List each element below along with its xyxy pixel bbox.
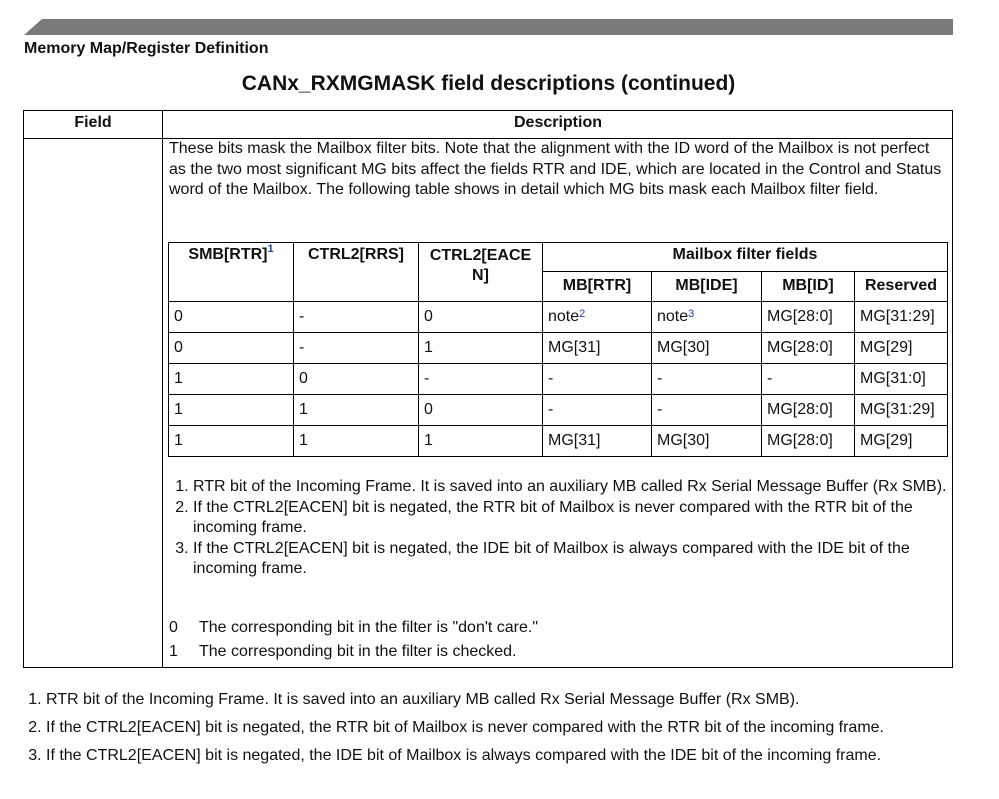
cell-mb-ide: - [652, 364, 762, 395]
header-mb-id: MB[ID] [762, 272, 855, 302]
bit-value: 1 [169, 643, 178, 660]
header-bar [24, 19, 953, 35]
cell-smb: 0 [169, 333, 294, 364]
bit-value-row [169, 640, 538, 664]
footnote-item: 1. RTR bit of the Incoming Frame. It is saved into an auxiliary MB called Rx Serial Message Buffer (Rx SMB). [46, 686, 884, 714]
header-mb-rtr: MB[RTR] [543, 272, 652, 302]
note-item: 1. RTR bit of the Incoming Frame. It is saved into an auxiliary MB called Rx Serial Message Buffer (Rx SMB). [193, 477, 949, 498]
cell-mb-ide: MG[30] [652, 333, 762, 364]
header-ctrl2-rrs: CTRL2[RRS] [294, 243, 419, 302]
cell-mb-rtr: note$^2$ [543, 302, 652, 333]
table-row [169, 364, 948, 395]
header-mailbox-filter-fields: Mailbox filter fields [543, 243, 948, 272]
footnote-item: 2. If the CTRL2[EACEN] bit is negated, the RTR bit of Mailbox is never compared with the RTR bit of the incoming frame. [46, 714, 884, 742]
cell-mb-rtr: - [543, 364, 652, 395]
footnote-item: 3. If the CTRL2[EACEN] bit is negated, the IDE bit of Mailbox is always compared with the IDE bit of the incoming frame. [46, 742, 884, 770]
cell-rrs: - [294, 333, 419, 364]
bit-meaning: The corresponding bit in the filter is "don't care." [199, 619, 539, 636]
field-column-header: Field [74, 114, 112, 131]
cell-mb-ide: - [652, 395, 762, 426]
cell-mb-rtr: MG[31] [543, 426, 652, 457]
cell-smb: 0 [169, 302, 294, 333]
header-reserved: Reserved [855, 272, 948, 302]
cell-smb: 1 [169, 364, 294, 395]
bit-value-row [169, 616, 538, 640]
cell-reserved: MG[29] [855, 426, 948, 457]
table-row [169, 426, 948, 457]
cell-smb: 1 [169, 395, 294, 426]
cell-rrs: 1 [294, 395, 419, 426]
cell-eacen: 1 [419, 333, 543, 364]
cell-mb-ide: note$^3$ [652, 302, 762, 333]
note-item: 2. If the CTRL2[EACEN] bit is negated, the RTR bit of Mailbox is never compared with the RTR bit of the incoming frame. [193, 498, 949, 539]
cell-eacen: - [419, 364, 543, 395]
cell-mb-id: MG[28:0] [762, 333, 855, 364]
note-item: 3. If the CTRL2[EACEN] bit is negated, the IDE bit of Mailbox is always compared with the IDE bit of the incoming frame. [193, 539, 949, 580]
section-label: Memory Map/Register Definition [24, 40, 269, 57]
table-row [169, 395, 948, 426]
cell-reserved: MG[29] [855, 333, 948, 364]
header-mb-ide: MB[IDE] [652, 272, 762, 302]
description-column-header: Description [513, 114, 602, 131]
cell-eacen: 1 [419, 426, 543, 457]
cell-eacen: 0 [419, 302, 543, 333]
description-intro: These bits mask the Mailbox filter bits. Note that the alignment with the ID word of the Mailbox is not perfect as the two most significant MG bits affect the fields RTR and IDE, which are located in the Control and Status word of the Mailbox. The following table shows in detail which MG bits mask each Mailbox filter field. [169, 140, 942, 198]
cell-mb-ide: MG[30] [652, 426, 762, 457]
column-divider [162, 111, 163, 667]
page-footnotes [24, 686, 884, 770]
bit-value: 0 [169, 619, 178, 636]
cell-reserved: MG[31:0] [855, 364, 948, 395]
table-row [169, 333, 948, 364]
table-row [169, 302, 948, 333]
header-smb-rtr: SMB[RTR]$^1$ [169, 243, 294, 302]
mailbox-filter-table [168, 242, 948, 457]
footnote-link[interactable]: 3 [688, 308, 695, 320]
cell-mb-rtr: MG[31] [543, 333, 652, 364]
cell-reserved: MG[31:29] [855, 395, 948, 426]
cell-mb-id: MG[28:0] [762, 395, 855, 426]
cell-eacen: 0 [419, 395, 543, 426]
header-ctrl2-eacen: CTRL2[EACE N] [419, 243, 543, 302]
cell-rrs: 1 [294, 426, 419, 457]
bit-values [169, 616, 538, 664]
cell-mb-id: - [762, 364, 855, 395]
cell-mb-id: MG[28:0] [762, 426, 855, 457]
table-title: CANx_RXMGMASK field descriptions (continued) [241, 72, 736, 95]
cell-rrs: 0 [294, 364, 419, 395]
cell-smb: 1 [169, 426, 294, 457]
table-notes [169, 477, 949, 580]
cell-mb-rtr: - [543, 395, 652, 426]
cell-reserved: MG[31:29] [855, 302, 948, 333]
bit-meaning: The corresponding bit in the filter is checked. [199, 643, 517, 660]
cell-mb-id: MG[28:0] [762, 302, 855, 333]
cell-rrs: - [294, 302, 419, 333]
footnote-link[interactable]: 2 [579, 308, 586, 320]
